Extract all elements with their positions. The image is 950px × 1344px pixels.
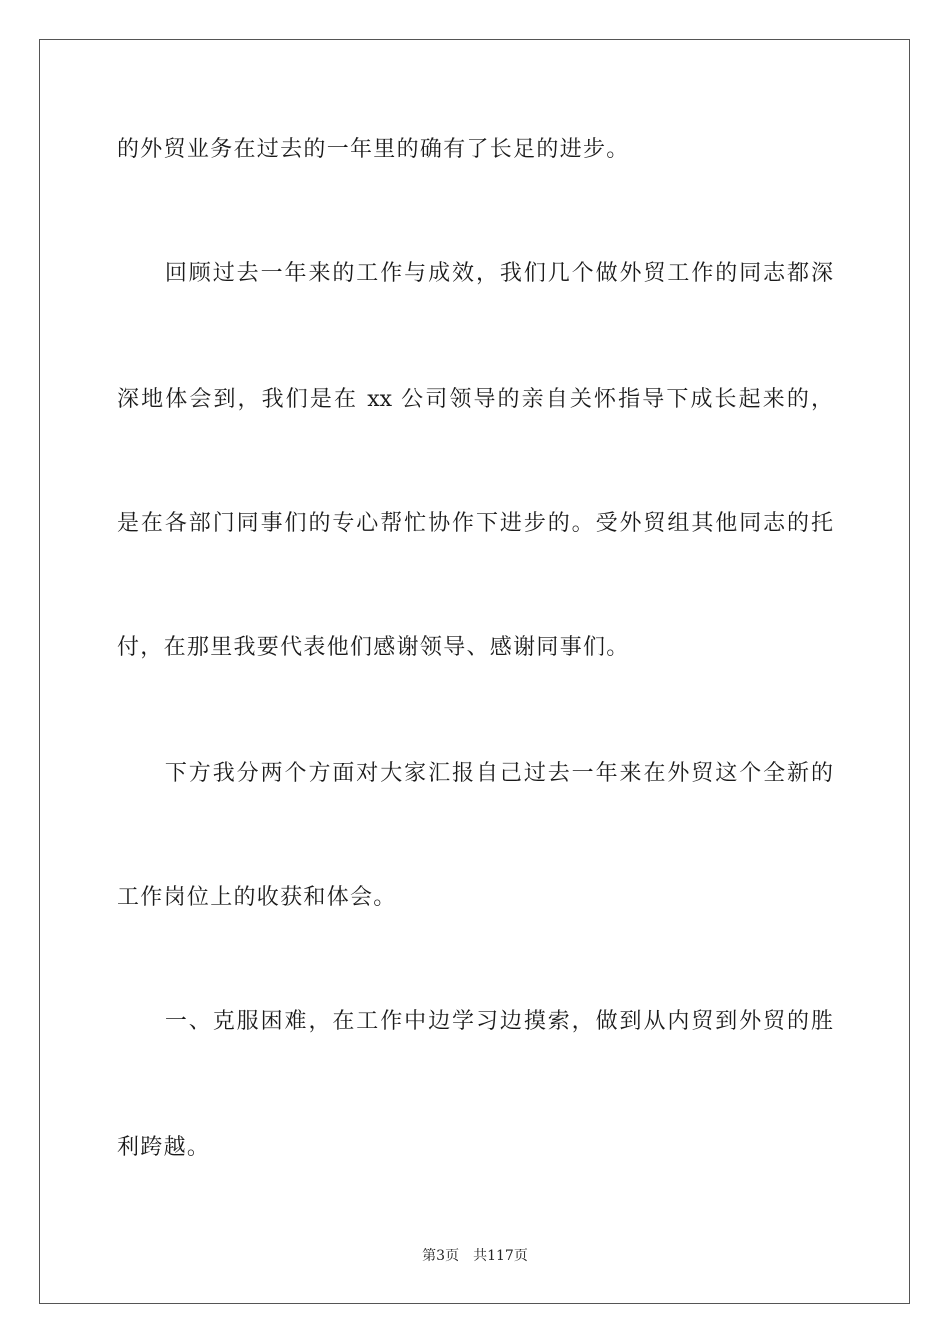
page-border	[39, 39, 910, 1304]
body-text-line-3: 深地体会到，我们是在 xx 公司领导的亲自关怀指导下成长起来的，	[117, 387, 833, 412]
body-text-line-8: 一、克服困难，在工作中边学习边摸索，做到从内贸到外贸的胜	[117, 1009, 833, 1034]
page-number: 第3页	[422, 1248, 460, 1264]
body-text-line-1: 的外贸业务在过去的一年里的确有了长足的进步。	[117, 137, 630, 162]
page-footer	[0, 1246, 950, 1266]
body-text-line-5: 付，在那里我要代表他们感谢领导、感谢同事们。	[117, 635, 630, 660]
body-text-line-4: 是在各部门同事们的专心帮忙协作下进步的。受外贸组其他同志的托	[117, 511, 833, 536]
body-text-line-9: 利跨越。	[117, 1135, 211, 1160]
page-total: 共117页	[473, 1248, 528, 1264]
body-text-line-7: 工作岗位上的收获和体会。	[117, 885, 397, 910]
body-text-line-6: 下方我分两个方面对大家汇报自己过去一年来在外贸这个全新的	[117, 761, 833, 786]
body-text-line-2: 回顾过去一年来的工作与成效，我们几个做外贸工作的同志都深	[117, 261, 833, 286]
